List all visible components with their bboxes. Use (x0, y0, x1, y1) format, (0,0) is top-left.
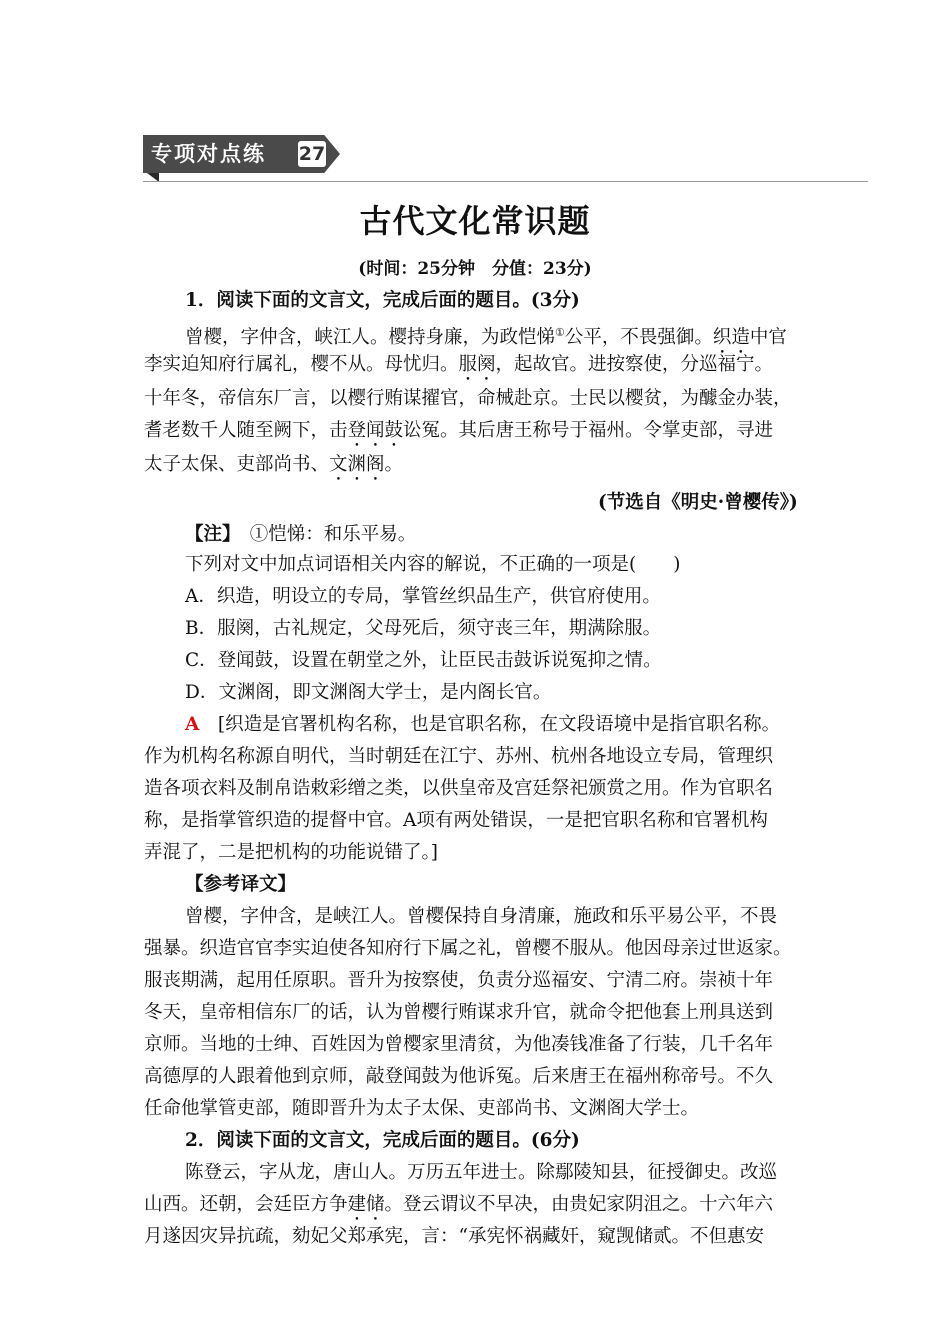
q1-text: 。 (384, 454, 404, 475)
banner-number: 27 (298, 143, 326, 165)
q1-note (185, 522, 416, 548)
translation-line-7: 任命他掌管吏部，随即晋升为太子太保、吏部尚书、文渊阁大学士。 (144, 1098, 700, 1119)
dotted-term-wenyuange: 文渊阁 (329, 454, 385, 475)
q1-explanation-line-4: 称，是指掌管织造的提督中官。A项有两处错误，一是把官职名称和官署机构 (144, 810, 768, 831)
banner-label: 专项对点练 (151, 142, 266, 166)
q2-text: 。登云谓议不早决，由贵妃家阴沮之。十六年六 (384, 1194, 774, 1215)
q2-passage-line-3: 月遂因灾异抗疏，劾妃父郑承宪，言：“承宪怀祸藏奸，窥觊储贰。不但惠安 (144, 1226, 764, 1247)
q1-option-b: B．服阕，古礼规定，父母死后，须守丧三年，期满除服。 (185, 618, 662, 639)
q1-option-c: C．登闻鼓，设置在朝堂之外，让臣民击鼓诉说冤抑之情。 (185, 650, 662, 671)
translation-label: 【参考译文】 (185, 874, 297, 895)
q1-text: 中官 (749, 327, 787, 349)
q1-explanation-line-3: 造各项衣料及制帛诰敕彩缯之类，以供皇帝及宫廷祭祀颁赏之用。作为官职名 (144, 778, 774, 799)
q1-text: 曾樱，字仲含，峡江人。樱持身廉，为政恺悌 (185, 327, 556, 349)
note-marker: ① (555, 326, 565, 339)
q1-passage-line-4 (144, 418, 773, 451)
dotted-term-fuque: 服阕 (458, 354, 496, 375)
note-text: ①恺悌：和乐平易。 (249, 524, 417, 545)
translation-line-3: 服丧期满，起用任原职。晋升为按察使，负责分巡福安、宁清二府。崇祯十年 (144, 970, 774, 991)
time-score-info: (时间：25分钟 分值：23分) (358, 259, 592, 279)
page-title: 古代文化常识题 (359, 202, 591, 240)
dotted-term-dengwengu: 登闻鼓 (347, 420, 404, 441)
q1-text: 耆老数千人随至阙下，击 (144, 420, 348, 441)
q1-stem: 下列对文中加点词语相关内容的解说，不正确的一项是( ) (185, 554, 681, 575)
q1-text: 公平，不畏强御。 (564, 327, 713, 349)
translation-line-5: 京师。当地的士绅、百姓因为曾樱家里清贫，为他凑钱准备了行装，几千名年 (144, 1034, 774, 1055)
translation-line-2: 强暴。织造官官李实迫使各知府行下属之礼，曾樱不服从。他因母亲过世返家。 (144, 938, 792, 959)
dotted-term-jianchu: 建储 (347, 1194, 385, 1215)
q1-option-d: D．文渊阁，即文渊阁大学士，是内阁长官。 (185, 682, 552, 703)
q2-passage-line-1: 陈登云，字从龙，唐山人。万历五年进士。除鄢陵知县，征授御史。改巡 (185, 1162, 778, 1183)
q1-source: (节选自《明史·曾樱传》) (598, 492, 798, 513)
translation-line-4: 冬天，皇帝相信东厂的话，认为曾樱行贿谋求升官，就命令把他套上刑具送到 (144, 1002, 774, 1023)
section-banner (143, 135, 340, 182)
translation-line-6: 高德厚的人跟着他到京师，敲登闻鼓为他诉冤。后来唐王在福州称帝号。不久 (144, 1066, 774, 1087)
q1-passage-line-2 (144, 352, 773, 385)
answer-letter: A (185, 714, 200, 735)
q1-text: 讼冤。其后唐王称号于福州。令掌吏部，寻进 (403, 420, 774, 441)
q1-passage-line-5 (144, 452, 403, 485)
q1-prompt: 1．阅读下面的文言文，完成后面的题目。(3分) (185, 290, 580, 311)
q1-text: 太子太保、吏部尚书、 (144, 454, 330, 475)
q1-option-a: A．织造，明设立的专局，掌管丝织品生产，供官府使用。 (185, 586, 661, 607)
q2-prompt: 2．阅读下面的文言文，完成后面的题目。(6分) (185, 1130, 580, 1151)
translation-line-1: 曾樱，字仲含，是峡江人。曾樱保持自身清廉，施政和乐平易公平，不畏 (185, 906, 778, 927)
dotted-term-zhizao: 织造 (712, 327, 750, 349)
q1-text: ，起故官。进按察使，分巡福宁。 (495, 354, 774, 375)
q1-passage-line-3: 十年冬，帝信东厂言，以樱行贿谋擢官，命械赴京。士民以樱贫，为醵金办装， (144, 388, 792, 409)
q1-answer-line-1 (185, 712, 780, 738)
q2-passage-line-2 (144, 1192, 773, 1225)
q1-explanation-line-2: 作为机构名称源自明代，当时朝廷在江宁、苏州、杭州各地设立专局，管理织 (144, 746, 774, 767)
q1-explanation-line-5: 弄混了，二是把机构的功能说错了。] (144, 842, 438, 863)
explanation-text: [织造是官署机构名称，也是官职名称，在文段语境中是指官职名称。 (217, 714, 781, 735)
header-rule (143, 181, 868, 182)
q1-text: 李实迫知府行属礼，樱不从。母忧归。 (144, 354, 459, 375)
q2-text: 山西。还朝，会廷臣方争 (144, 1194, 348, 1215)
note-label: 【注】 (185, 524, 232, 545)
